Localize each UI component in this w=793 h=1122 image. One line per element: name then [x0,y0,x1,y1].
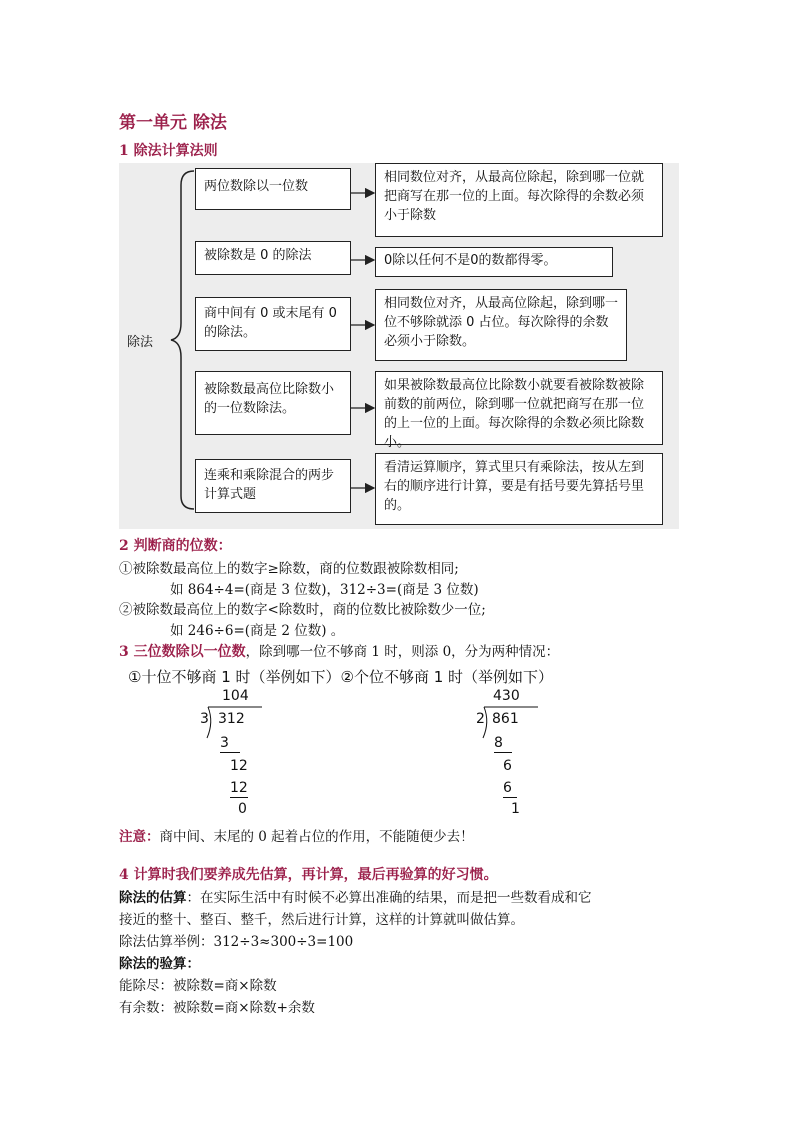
note-label: 注意： [119,829,160,845]
rule-4-description: 如果被除数最高位比除数小就要看被除数被除前数的前两位，除到哪一位就把商写在那一位的上一位的上面。每次除得的余数必须比除数小。 [375,371,663,445]
example-1-step-2: 12 [230,758,248,774]
example-2-step-3: 6 [503,780,517,798]
estimate-label: 除法的估算 [119,890,187,906]
section-2-line-4: 如 246÷6=(商是 2 位数) 。 [170,623,345,639]
example-1-divisor: 3 [200,711,209,727]
check-line-2: 有余数：被除数=商×除数+余数 [119,1000,315,1016]
diagram-root-label: 除法 [127,335,154,350]
check-line-1: 能除尽：被除数=商×除数 [119,978,277,994]
rule-3-topic: 商中间有 0 或末尾有 0 的除法。 [195,297,351,351]
section-2-heading: 2 判断商的位数： [119,538,232,554]
section-2-line-2: 如 864÷4=(商是 3 位数)，312÷3=(商是 3 位数) [170,582,479,598]
rule-3-description: 相同数位对齐，从最高位除起，除到哪一位不够除就添 0 占位。每次除得的余数必须小于除数。 [375,289,627,361]
rule-2-description: 0除以任何不是0的数都得零。 [375,247,613,277]
rule-4-topic: 被除数最高位比除数小的一位数除法。 [195,371,351,435]
section-4-heading: 4 计算时我们要养成先估算，再计算，最后再验算的好习惯。 [119,867,498,883]
example-2-dividend: 861 [492,711,519,727]
example-1-quotient: 104 [222,688,249,704]
example-1-step-3: 12 [230,780,248,796]
estimate-line-1 [119,886,592,906]
section-2-line-1: ①被除数最高位上的数字≥除数，商的位数跟被除数相同; [119,561,459,577]
section-2-line-3: ②被除数最高位上的数字<除数时，商的位数比被除数少一位; [119,602,486,618]
check-colon: ： [186,956,200,972]
note-text: 商中间、末尾的 0 起着占位的作用，不能随便少去！ [159,829,474,845]
check-heading [119,952,200,972]
note-line [119,825,474,845]
division-rules-diagram [119,163,679,529]
rule-1-topic: 两位数除以一位数 [195,168,351,210]
estimate-example: 除法估算举例：312÷3≈300÷3=100 [119,934,354,950]
example-1-dividend: 312 [218,711,245,727]
example-1-step-1: 3 [220,735,240,753]
estimate-text-1: ：在实际生活中有时候不必算出准确的结果，而是把一些数看成和它 [186,890,592,906]
example-1-remainder: 0 [238,801,247,817]
check-label: 除法的验算 [119,956,187,972]
rule-5-topic: 连乘和乘除混合的两步计算式题 [195,459,351,513]
section-3-heading-rest: ，除到哪一位不够商 1 时，则添 0，分为两种情况： [245,644,560,660]
example-2-divisor: 2 [476,711,485,727]
rule-5-description: 看清运算顺序，算式里只有乘除法，按从左到右的顺序进行计算，要是有括号要先算括号里的。 [375,453,663,525]
section-3-heading-line [119,640,559,661]
section-3-heading: 3 三位数除以一位数 [119,644,246,660]
example-2-remainder: 1 [511,801,520,817]
section-1-heading: 1 除法计算法则 [119,143,218,159]
rule-2-topic: 被除数是 0 的除法 [195,241,351,275]
example-2-quotient: 430 [493,688,520,704]
example-2-step-1: 8 [494,735,512,753]
example-2-step-2: 6 [503,758,512,774]
section-3-cases-line: ①十位不够商 1 时（举例如下）②个位不够商 1 时（举例如下） [128,668,554,686]
rule-1-description: 相同数位对齐，从最高位除起，除到哪一位就把商写在那一位的上面。每次除得的余数必须小于除数 [375,163,663,237]
estimate-line-2: 接近的整十、整百、整千，然后进行计算，这样的计算就叫做估算。 [119,912,524,928]
page-title: 第一单元 除法 [119,113,227,133]
